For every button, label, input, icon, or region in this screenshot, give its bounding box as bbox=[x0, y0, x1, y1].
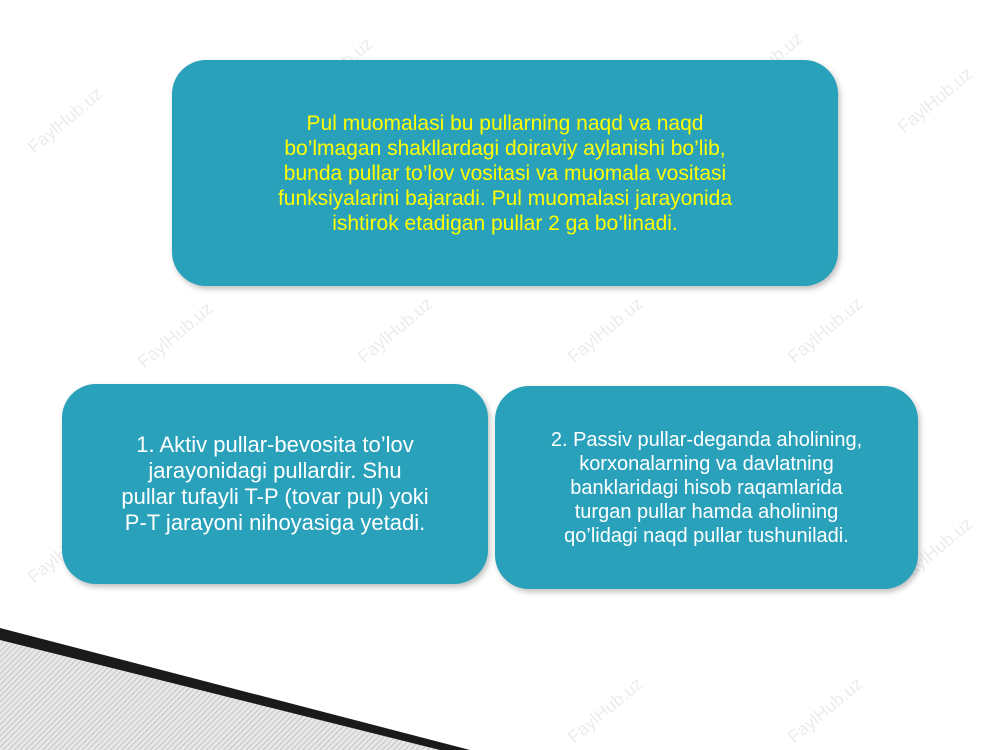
watermark: FaylHub.uz bbox=[353, 293, 437, 368]
watermark: FaylHub.uz bbox=[133, 298, 217, 373]
watermark: FaylHub.uz bbox=[563, 293, 647, 368]
watermark: FaylHub.uz bbox=[783, 673, 867, 748]
definition-box bbox=[172, 60, 838, 286]
active-money-text: 1. Aktiv pullar-bevosita to’lov jarayonidagi pullardir. Shu pullar tufayli T-P (tovar pul) yoki P-T jarayoni nihoyasiga yetadi. bbox=[121, 432, 429, 535]
passive-money-box bbox=[495, 386, 918, 589]
watermark: FaylHub.uz bbox=[563, 673, 647, 748]
definition-text: Pul muomalasi bu pullarning naqd va naqd bo’lmagan shakllardagi doiraviy aylanishi bo’lib, bunda pullar to’lov vositasi va muomala vositasi funksiyalarini bajaradi. Pul muomalasi jarayonida ishtirok etadigan pullar 2 ga bo’linadi. bbox=[277, 111, 733, 235]
active-money-box bbox=[62, 384, 488, 584]
watermark: FaylHub.uz bbox=[23, 83, 107, 158]
watermark: FaylHub.uz bbox=[783, 293, 867, 368]
watermark: FaylHub.uz bbox=[893, 63, 977, 138]
passive-money-text: 2. Passiv pullar-deganda aholining, korxonalarning va davlatning banklaridagi hisob raqamlarida turgan pullar hamda aholining qo’lidagi naqd pullar tushuniladi. bbox=[550, 428, 863, 547]
watermark: FaylHub.uz bbox=[893, 513, 977, 588]
